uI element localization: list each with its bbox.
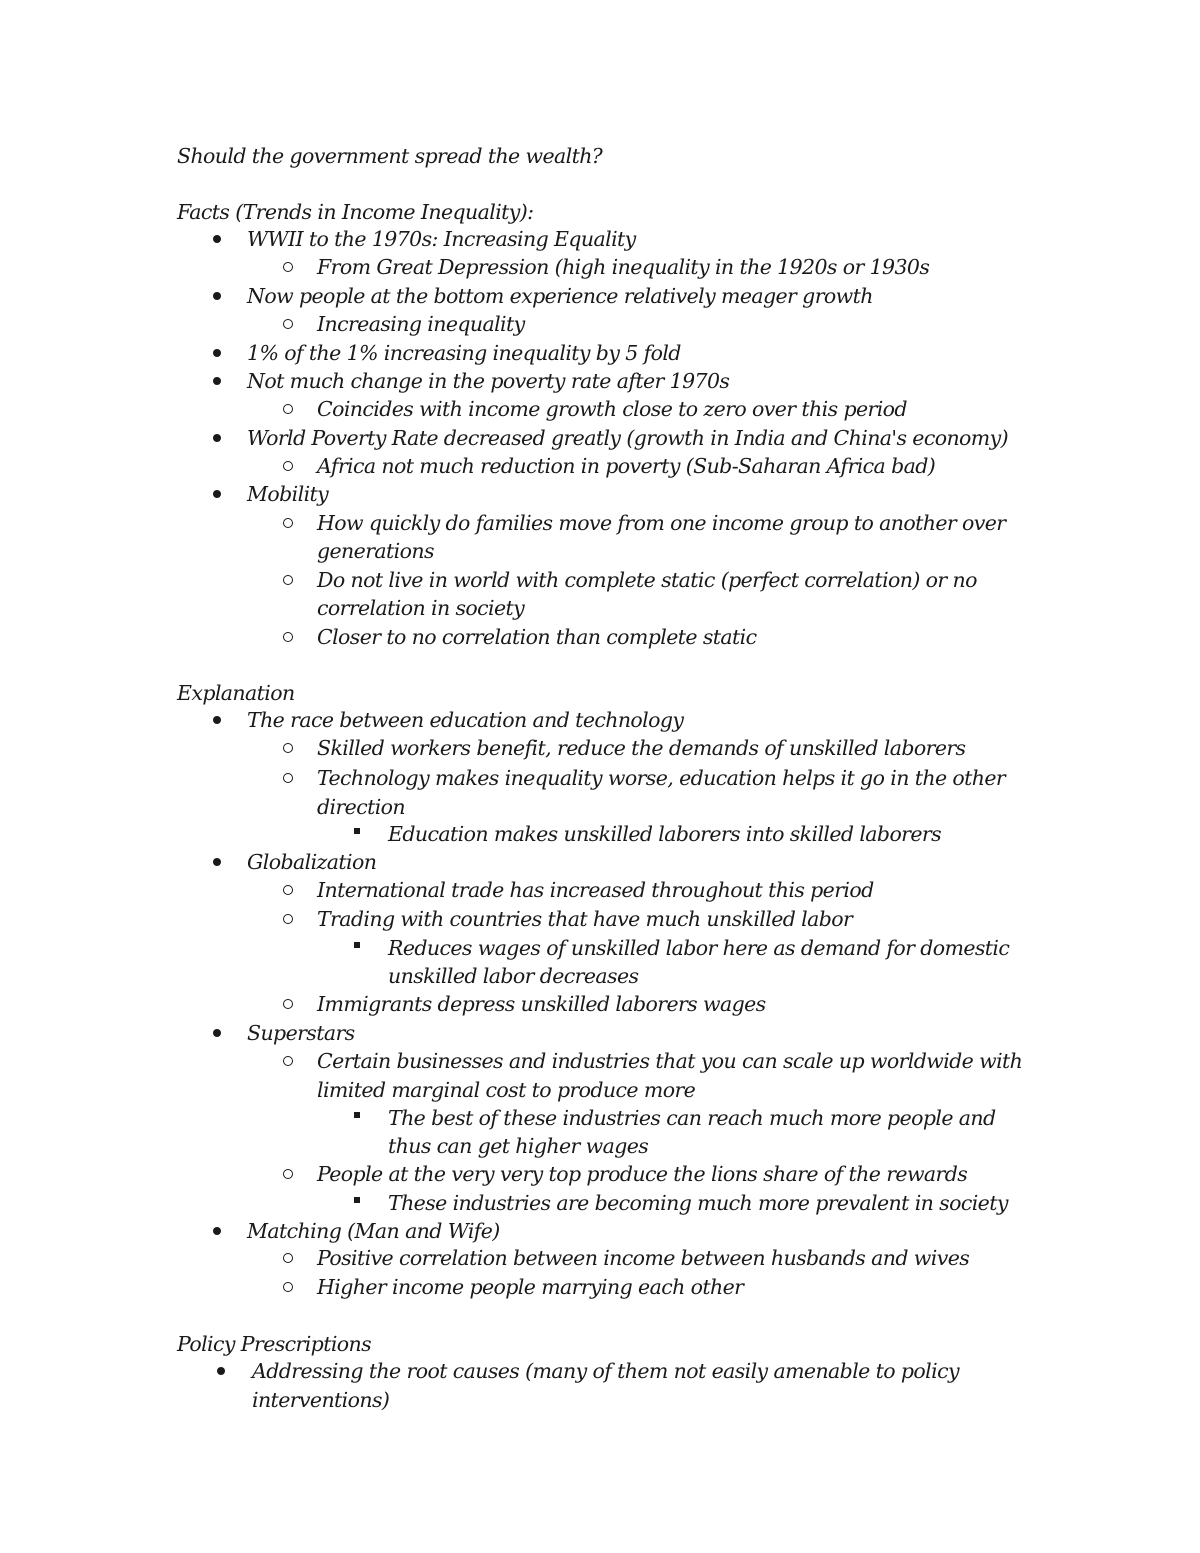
list-item: From Great Depression (high inequality in the 1920s or 1930s (317, 255, 930, 279)
list-item-continuation: correlation in society (317, 596, 525, 620)
circle-bullet-icon (283, 319, 293, 329)
circle-bullet-icon (283, 1282, 293, 1292)
list-item: Do not live in world with complete static (perfect correlation) or no (317, 568, 977, 592)
list-item: Globalization (247, 850, 377, 874)
bullet-icon (213, 716, 221, 724)
list-item: How quickly do families move from one income group to another over (317, 511, 1006, 535)
list-item: Superstars (247, 1021, 355, 1045)
list-item: 1% of the 1% increasing inequality by 5 fold (247, 341, 681, 365)
list-item: The best of these industries can reach much more people and (388, 1106, 996, 1130)
circle-bullet-icon (283, 743, 293, 753)
list-item: Technology makes inequality worse, education helps it go in the other (317, 766, 1006, 790)
circle-bullet-icon (283, 1253, 293, 1263)
list-item-continuation: limited marginal cost to produce more (317, 1078, 696, 1102)
circle-bullet-icon (283, 1056, 293, 1066)
list-item: Africa not much reduction in poverty (Sub-Saharan Africa bad) (317, 454, 936, 478)
bullet-icon (213, 434, 221, 442)
list-item: The race between education and technology (247, 708, 684, 732)
square-bullet-icon (354, 942, 360, 948)
list-item: Education makes unskilled laborers into skilled laborers (388, 822, 942, 846)
bullet-icon (213, 377, 221, 385)
bullet-icon (217, 1367, 225, 1375)
circle-bullet-icon (283, 999, 293, 1009)
square-bullet-icon (354, 828, 360, 834)
document-title: Should the government spread the wealth? (177, 144, 603, 168)
square-bullet-icon (354, 1197, 360, 1203)
section-heading-policy: Policy Prescriptions (177, 1332, 372, 1356)
list-item-continuation: unskilled labor decreases (388, 964, 639, 988)
circle-bullet-icon (283, 885, 293, 895)
bullet-icon (213, 858, 221, 866)
bullet-icon (213, 490, 221, 498)
list-item: Higher income people marrying each other (317, 1275, 744, 1299)
circle-bullet-icon (283, 632, 293, 642)
circle-bullet-icon (283, 262, 293, 272)
list-item: Addressing the root causes (many of them not easily amenable to policy (252, 1359, 959, 1383)
bullet-icon (213, 349, 221, 357)
circle-bullet-icon (283, 575, 293, 585)
list-item-continuation: thus can get higher wages (388, 1134, 649, 1158)
list-item: Increasing inequality (317, 312, 525, 336)
list-item: Certain businesses and industries that you can scale up worldwide with (317, 1049, 1023, 1073)
section-heading-facts: Facts (Trends in Income Inequality): (177, 200, 534, 224)
list-item: Not much change in the poverty rate after 1970s (247, 369, 730, 393)
square-bullet-icon (354, 1112, 360, 1118)
circle-bullet-icon (283, 461, 293, 471)
list-item: Closer to no correlation than complete static (317, 625, 757, 649)
section-heading-explanation: Explanation (177, 681, 295, 705)
bullet-icon (213, 292, 221, 300)
bullet-icon (213, 235, 221, 243)
list-item: International trade has increased throughout this period (317, 878, 874, 902)
circle-bullet-icon (283, 1169, 293, 1179)
list-item-continuation: interventions) (252, 1388, 390, 1412)
list-item: Skilled workers benefit, reduce the demands of unskilled laborers (317, 736, 966, 760)
list-item: Immigrants depress unskilled laborers wages (317, 992, 766, 1016)
list-item-continuation: generations (317, 539, 434, 563)
circle-bullet-icon (283, 773, 293, 783)
list-item: Reduces wages of unskilled labor here as demand for domestic (388, 936, 1010, 960)
list-item-continuation: direction (317, 795, 406, 819)
list-item: Positive correlation between income between husbands and wives (317, 1246, 970, 1270)
list-item: People at the very very top produce the lions share of the rewards (317, 1162, 968, 1186)
list-item: Now people at the bottom experience relatively meager growth (247, 284, 873, 308)
list-item: World Poverty Rate decreased greatly (growth in India and China's economy) (247, 426, 1009, 450)
list-item: WWII to the 1970s: Increasing Equality (247, 227, 636, 251)
list-item: Coincides with income growth close to zero over this period (317, 397, 907, 421)
list-item: Mobility (247, 482, 329, 506)
list-item: Matching (Man and Wife) (247, 1219, 500, 1243)
list-item: These industries are becoming much more prevalent in society (388, 1191, 1008, 1215)
list-item: Trading with countries that have much unskilled labor (317, 907, 853, 931)
circle-bullet-icon (283, 404, 293, 414)
bullet-icon (213, 1029, 221, 1037)
bullet-icon (213, 1227, 221, 1235)
circle-bullet-icon (283, 518, 293, 528)
circle-bullet-icon (283, 914, 293, 924)
